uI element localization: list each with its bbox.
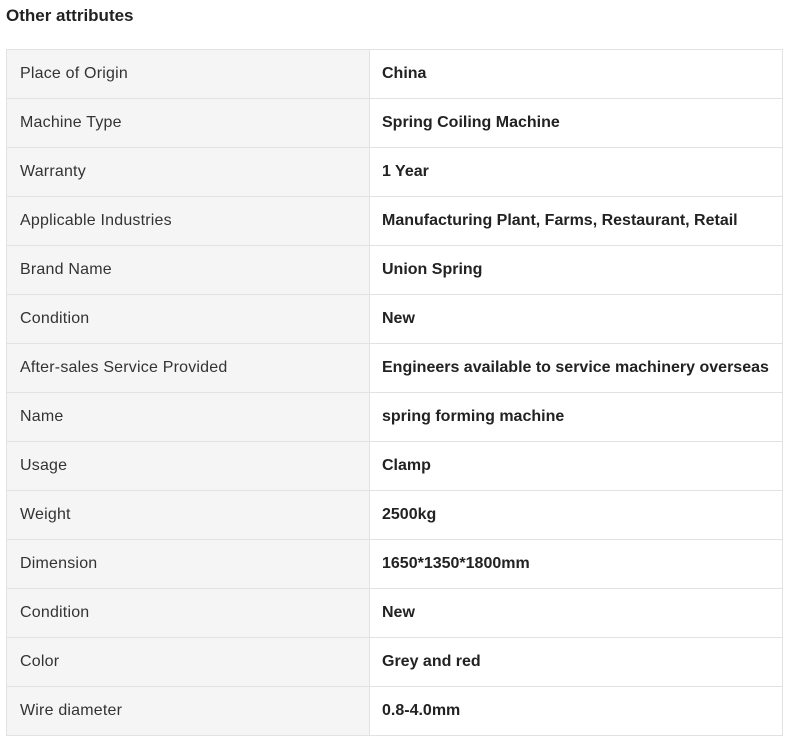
attributes-table	[6, 49, 783, 736]
attribute-key: Usage	[7, 442, 370, 491]
attribute-value: Union Spring	[370, 246, 783, 295]
attribute-value: China	[370, 50, 783, 99]
attribute-key: Applicable Industries	[7, 197, 370, 246]
attribute-key: Wire diameter	[7, 687, 370, 736]
attribute-key: Condition	[7, 295, 370, 344]
attribute-key: Weight	[7, 491, 370, 540]
attribute-key: Machine Type	[7, 99, 370, 148]
attribute-key: After-sales Service Provided	[7, 344, 370, 393]
attribute-value: 1650*1350*1800mm	[370, 540, 783, 589]
attribute-key: Brand Name	[7, 246, 370, 295]
attribute-key: Name	[7, 393, 370, 442]
attribute-key: Condition	[7, 589, 370, 638]
attributes-table-body	[7, 50, 783, 736]
attribute-row	[7, 148, 783, 197]
attribute-row	[7, 540, 783, 589]
attribute-value: Clamp	[370, 442, 783, 491]
attribute-row	[7, 638, 783, 687]
attribute-value: Manufacturing Plant, Farms, Restaurant, Retail	[370, 197, 783, 246]
attribute-row	[7, 442, 783, 491]
attribute-value: spring forming machine	[370, 393, 783, 442]
attribute-row	[7, 687, 783, 736]
attribute-value: 1 Year	[370, 148, 783, 197]
attribute-row	[7, 393, 783, 442]
attribute-row	[7, 246, 783, 295]
attribute-value: Grey and red	[370, 638, 783, 687]
attribute-row	[7, 99, 783, 148]
attribute-value: New	[370, 589, 783, 638]
attribute-row	[7, 344, 783, 393]
attribute-row	[7, 50, 783, 99]
attribute-key: Warranty	[7, 148, 370, 197]
attribute-value: 2500kg	[370, 491, 783, 540]
attribute-row	[7, 197, 783, 246]
attribute-key: Color	[7, 638, 370, 687]
attribute-value: New	[370, 295, 783, 344]
attribute-row	[7, 295, 783, 344]
attribute-row	[7, 589, 783, 638]
attribute-value: Engineers available to service machinery overseas	[370, 344, 783, 393]
attribute-key: Place of Origin	[7, 50, 370, 99]
attribute-value: 0.8-4.0mm	[370, 687, 783, 736]
section-title: Other attributes	[6, 6, 134, 25]
attribute-value: Spring Coiling Machine	[370, 99, 783, 148]
attribute-row	[7, 491, 783, 540]
attribute-key: Dimension	[7, 540, 370, 589]
